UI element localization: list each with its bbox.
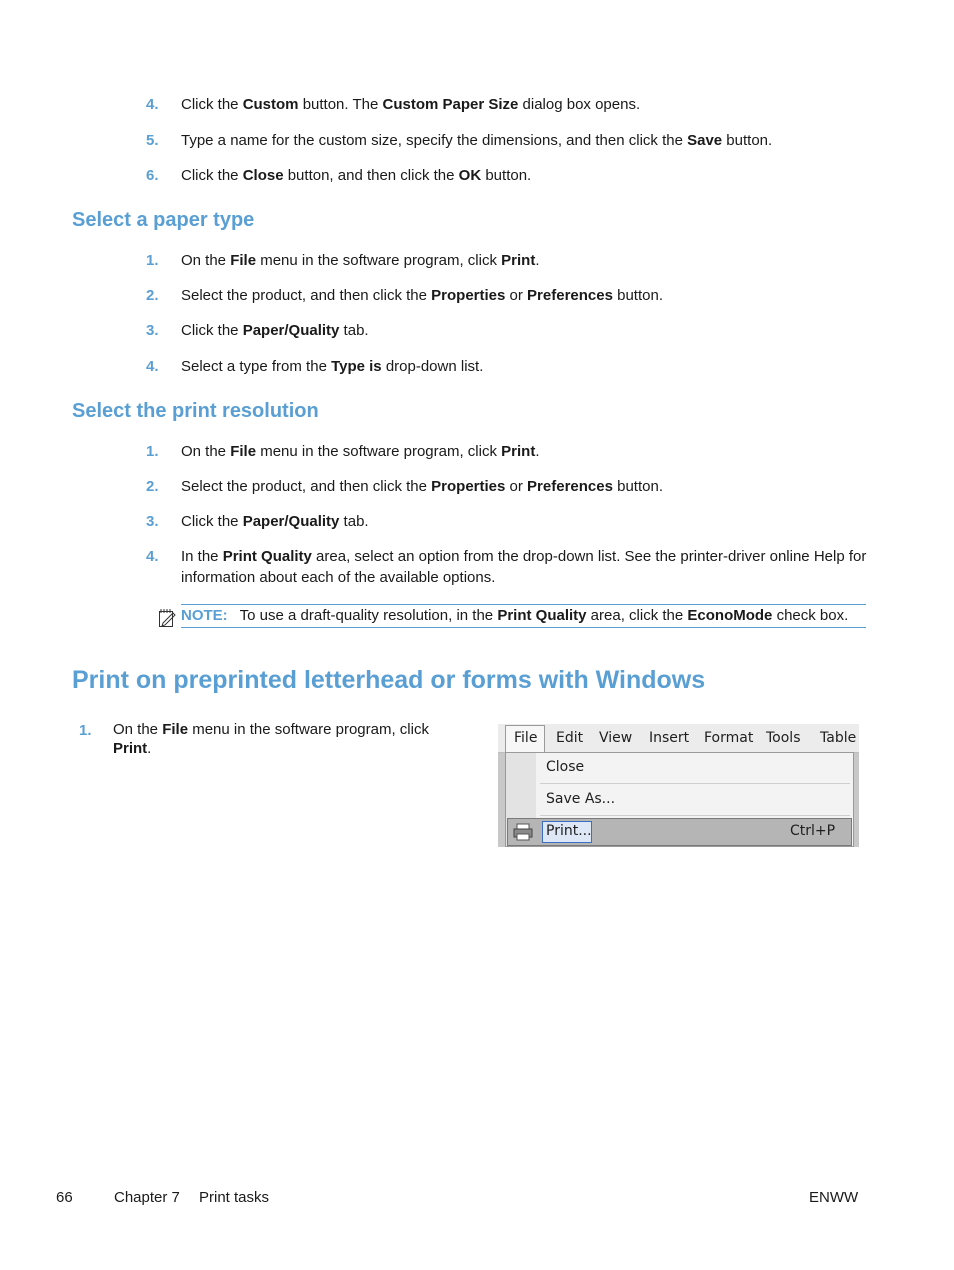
text-run: menu in the software program, click xyxy=(188,721,429,738)
text-run: On the xyxy=(113,721,163,738)
heading-paper-type: Select a paper type xyxy=(72,209,255,231)
footer-chapter: Chapter 7 xyxy=(114,1189,180,1206)
text-run: button. xyxy=(722,132,773,149)
menu-file[interactable]: File xyxy=(514,730,538,746)
menu-edit[interactable]: Edit xyxy=(556,730,584,746)
text-run: area, select an option from the drop-down list. See the printer-driver online Help for information about each of the available options. xyxy=(181,548,867,586)
heading-letterhead: Print on preprinted letterhead or forms with Windows xyxy=(72,666,706,694)
text-run: Type a name for the custom size, specify the dimensions, and then click the xyxy=(181,132,688,149)
menu-separator xyxy=(540,815,850,816)
step-text xyxy=(181,546,871,588)
text-run: check box. xyxy=(772,607,849,624)
text-run: On the xyxy=(181,443,231,460)
text-run: button. The xyxy=(298,96,383,113)
menu-format[interactable]: Format xyxy=(704,730,754,746)
text-run: tab. xyxy=(339,322,369,339)
bold-term: Preferences xyxy=(527,287,613,304)
step-number: 2. xyxy=(146,478,159,495)
bold-term: Print Quality xyxy=(222,548,312,565)
text-run: Select the product, and then click the xyxy=(181,287,432,304)
text-run: . xyxy=(535,443,540,460)
text-run: . xyxy=(535,252,540,269)
bold-term: Properties xyxy=(431,478,506,495)
step-text xyxy=(181,130,871,151)
text-run: tab. xyxy=(339,513,369,530)
bold-term: Save xyxy=(687,132,723,149)
text-run: Select a type from the xyxy=(181,358,332,375)
bold-term: OK xyxy=(458,167,482,184)
menu-item-print-row[interactable] xyxy=(507,818,852,846)
footer-code: ENWW xyxy=(809,1189,859,1206)
bold-term: Print Quality xyxy=(497,607,587,624)
menu-insert[interactable]: Insert xyxy=(649,730,690,746)
step-number: 4. xyxy=(146,358,159,375)
step-number: 1. xyxy=(146,443,159,460)
text-run: menu in the software program, click xyxy=(256,252,502,269)
bold-term: Custom xyxy=(242,96,299,113)
bold-term: File xyxy=(230,443,257,460)
text-run: drop-down list. xyxy=(381,358,484,375)
heading-print-resolution: Select the print resolution xyxy=(72,400,319,422)
bold-term: File xyxy=(230,252,257,269)
menu-view[interactable]: View xyxy=(599,730,633,746)
step-number: 3. xyxy=(146,513,159,530)
menu-tools[interactable]: Tools xyxy=(766,730,801,746)
bold-term: Print xyxy=(501,443,536,460)
bold-term: Preferences xyxy=(527,478,613,495)
bold-term: EconoMode xyxy=(687,607,773,624)
bold-term: Print xyxy=(113,740,148,757)
step-number: 1. xyxy=(79,722,92,739)
menu-item-save-as[interactable]: Save As... xyxy=(546,791,616,807)
menu-bar xyxy=(498,724,859,753)
step-text xyxy=(181,511,871,532)
note-box xyxy=(181,604,866,628)
step-text xyxy=(181,320,871,341)
page-number: 66 xyxy=(56,1189,73,1206)
step-text xyxy=(181,441,871,462)
text-run: or xyxy=(505,478,528,495)
text-run: or xyxy=(505,287,528,304)
file-menu-screenshot xyxy=(498,724,859,847)
step-number: 4. xyxy=(146,548,159,565)
text-run: dialog box opens. xyxy=(518,96,641,113)
text-run: In the xyxy=(181,548,223,565)
bold-term: Type is xyxy=(331,358,382,375)
text-run: On the xyxy=(181,252,231,269)
text-run: menu in the software program, click xyxy=(256,443,502,460)
bold-term: Paper/Quality xyxy=(242,322,340,339)
printer-icon xyxy=(513,823,533,841)
text-run: . xyxy=(147,740,152,757)
step-number: 1. xyxy=(146,252,159,269)
step-number: 2. xyxy=(146,287,159,304)
step-text xyxy=(181,285,871,306)
step-text xyxy=(181,476,871,497)
text-run: button. xyxy=(612,287,663,304)
text-run: Click the xyxy=(181,322,243,339)
bold-term: Properties xyxy=(431,287,506,304)
text-run: area, click the xyxy=(586,607,688,624)
step-text xyxy=(113,720,433,758)
text-run: button, and then click the xyxy=(283,167,459,184)
menu-separator xyxy=(540,783,850,784)
step-text xyxy=(181,94,871,115)
step-text xyxy=(181,165,871,186)
text-run: To use a draft-quality resolution, in the xyxy=(239,607,498,624)
text-run: Select the product, and then click the xyxy=(181,478,432,495)
text-run: button. xyxy=(481,167,532,184)
menu-table[interactable]: Table xyxy=(820,730,857,746)
step-number: 3. xyxy=(146,322,159,339)
footer-chapter-title: Print tasks xyxy=(199,1189,270,1206)
text-run: Click the xyxy=(181,167,243,184)
bold-term: Close xyxy=(242,167,284,184)
note-icon xyxy=(158,608,176,628)
step-text xyxy=(181,250,871,271)
text-run: Click the xyxy=(181,96,243,113)
file-dropdown xyxy=(505,752,854,847)
bold-term: Custom Paper Size xyxy=(382,96,519,113)
bold-term: Print xyxy=(501,252,536,269)
bold-term: File xyxy=(162,721,189,738)
menu-item-print[interactable]: Print... xyxy=(546,823,592,839)
menu-item-close[interactable]: Close xyxy=(546,759,585,775)
step-text xyxy=(181,356,871,377)
print-shortcut: Ctrl+P xyxy=(790,823,836,839)
step-number: 4. xyxy=(146,96,159,113)
step-number: 6. xyxy=(146,167,159,184)
bold-term: Paper/Quality xyxy=(242,513,340,530)
text-run: button. xyxy=(612,478,663,495)
text-run: Click the xyxy=(181,513,243,530)
step-number: 5. xyxy=(146,132,159,149)
note-label: NOTE: xyxy=(181,607,228,624)
note-text xyxy=(240,607,849,624)
